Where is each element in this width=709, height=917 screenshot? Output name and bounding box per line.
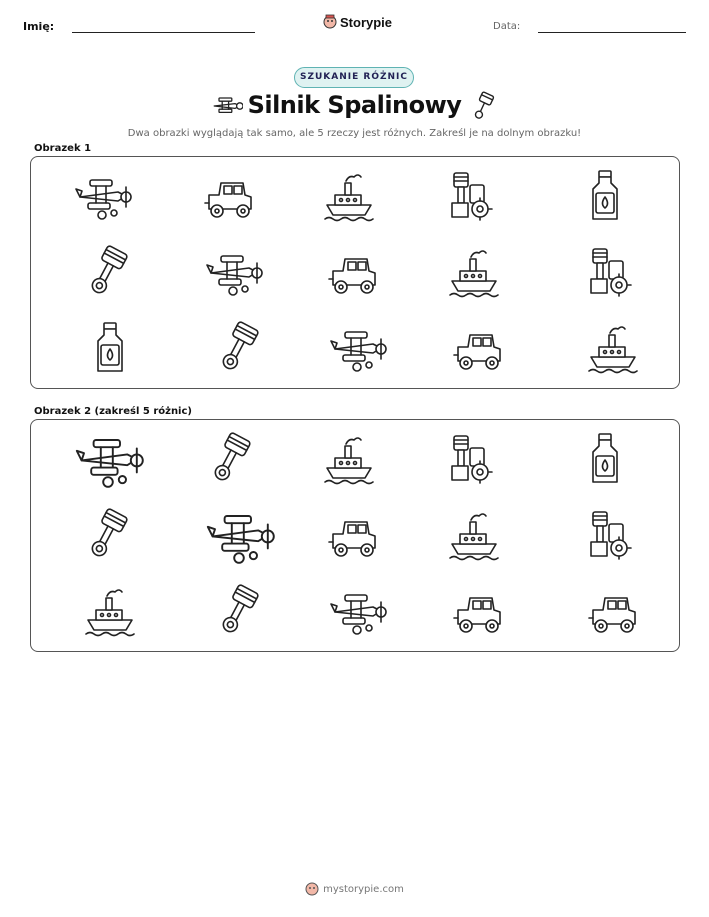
page-title: Silnik Spalinowy xyxy=(247,91,462,119)
picture1-bottle-r1c5-icon xyxy=(575,165,635,225)
picture2-boat-r1c3-icon[interactable] xyxy=(319,428,379,488)
picture1-plane-r1c1-icon xyxy=(72,165,132,225)
picture1-bottle-r3c1-icon xyxy=(80,317,140,377)
category-badge: SZUKANIE RÓŻNIC xyxy=(294,67,414,88)
title-piston-icon xyxy=(470,91,496,121)
picture2-engine-r2c5-icon[interactable] xyxy=(579,504,639,564)
picture1-piston-r3c2-icon xyxy=(207,317,267,377)
picture1-panel xyxy=(30,156,680,389)
picture2-piston-r3c2-icon[interactable] xyxy=(207,580,267,640)
picture1-car-r3c4-icon xyxy=(448,317,508,377)
picture1-piston-r2c1-icon xyxy=(76,241,136,301)
name-line[interactable] xyxy=(72,32,255,33)
brand-logo xyxy=(323,14,392,30)
picture2-piston-r2c1-icon[interactable] xyxy=(76,504,136,564)
storypie-mascot-icon xyxy=(323,14,337,30)
picture2-car-r2c3-icon[interactable] xyxy=(323,504,383,564)
brand-name: Storypie xyxy=(340,14,393,30)
picture2-car-r3c4-icon[interactable] xyxy=(448,580,508,640)
picture1-engine-r2c5-icon xyxy=(579,241,639,301)
picture2-panel[interactable] xyxy=(30,419,680,652)
picture2-piston-r1c2-icon[interactable] xyxy=(199,428,259,488)
picture1-car-r2c3-icon xyxy=(323,241,383,301)
picture2-label: Obrazek 2 (zakreśl 5 różnic) xyxy=(34,406,192,417)
picture1-plane-r3c3-icon xyxy=(327,317,387,377)
date-line[interactable] xyxy=(538,32,686,33)
storypie-footer-icon xyxy=(305,881,319,897)
picture2-boat-r2c4-icon[interactable] xyxy=(444,504,504,564)
picture1-boat-r2c4-icon xyxy=(444,241,504,301)
picture1-boat-r1c3-icon xyxy=(319,165,379,225)
picture2-car-r3c5-icon[interactable] xyxy=(583,580,643,640)
picture1-label: Obrazek 1 xyxy=(34,143,92,154)
picture1-engine-r1c4-icon xyxy=(440,165,500,225)
picture2-plane-r3c3-icon[interactable] xyxy=(327,580,387,640)
picture2-plane-r2c2-icon[interactable] xyxy=(203,498,275,570)
footer xyxy=(0,881,709,897)
picture2-engine-r1c4-icon[interactable] xyxy=(440,428,500,488)
footer-url: mystorypie.com xyxy=(323,883,404,895)
picture2-plane-r1c1-icon[interactable] xyxy=(72,422,144,494)
picture2-bottle-r1c5-icon[interactable] xyxy=(575,428,635,488)
name-label: Imię: xyxy=(23,20,55,33)
picture1-plane-r2c2-icon xyxy=(203,241,263,301)
instructions-text: Dwa obrazki wyglądają tak samo, ale 5 rzeczy jest różnych. Zakreśl je na dolnym obrazku! xyxy=(127,128,582,139)
date-label: Data: xyxy=(493,21,521,32)
picture1-boat-r3c5-icon xyxy=(583,317,643,377)
picture2-boat-r3c1-icon[interactable] xyxy=(80,580,140,640)
picture1-car-r1c2-icon xyxy=(199,165,259,225)
